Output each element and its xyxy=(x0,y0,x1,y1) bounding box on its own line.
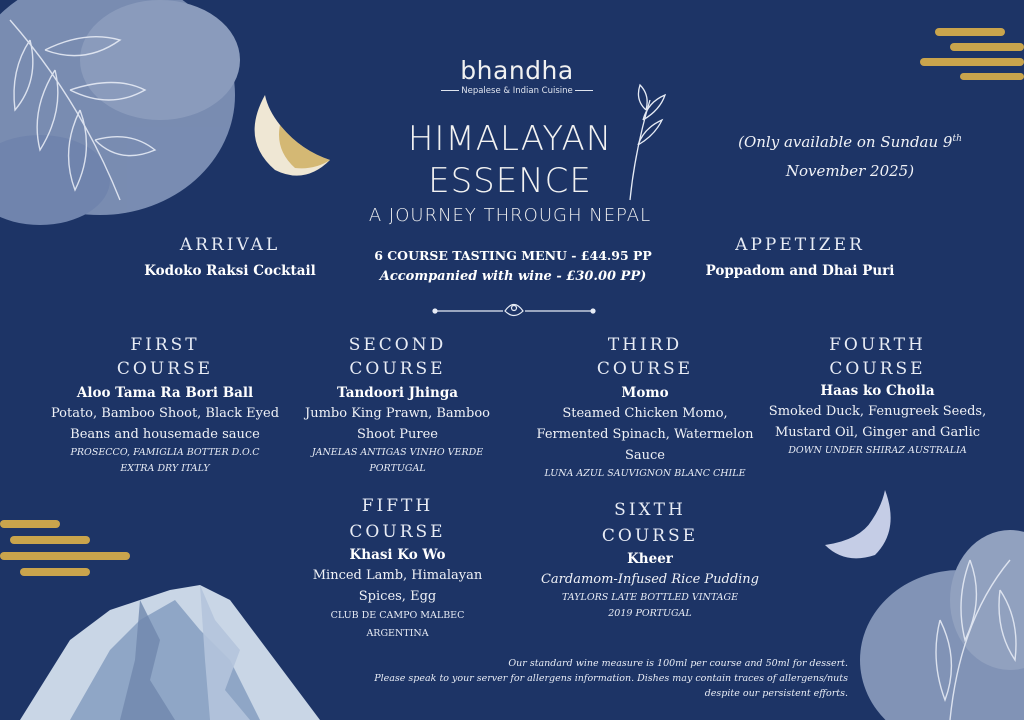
course-fifth xyxy=(290,493,505,643)
course-desc-1: Cardamom-Infused Rice Pudding xyxy=(540,572,760,587)
course-sixth xyxy=(520,497,780,622)
appetizer-item: Poppadom and Dhai Puri xyxy=(705,263,895,279)
footer-note xyxy=(328,656,848,701)
course-desc-2: Shoot Puree xyxy=(356,427,438,442)
tagline-text: Nepalese & Indian Cuisine xyxy=(461,86,573,96)
menu-title xyxy=(350,118,670,230)
course-heading-1: FIRST xyxy=(130,335,200,355)
course-dish: Haas ko Choila xyxy=(820,383,935,399)
course-heading-2: COURSE xyxy=(116,359,214,379)
availability-line-1: (Only available on Sundau 9 xyxy=(738,133,953,151)
course-desc-2: Spices, Egg xyxy=(358,589,437,604)
course-wine-1: PROSECCO, FAMIGLIA BOTTER D.O.C xyxy=(70,447,260,458)
brand-name: bhandha xyxy=(460,56,574,85)
availability-sup: th xyxy=(952,134,962,144)
course-desc-1: Smoked Duck, Fenugreek Seeds, xyxy=(768,404,987,419)
brand-logo xyxy=(412,56,622,96)
course-heading-1: SECOND xyxy=(348,335,447,355)
course-heading-2: COURSE xyxy=(596,359,694,379)
course-dish: Khasi Ko Wo xyxy=(349,547,446,563)
course-wine-1: JANELAS ANTIGAS VINHO VERDE xyxy=(311,447,484,458)
title-line-2: ESSENCE xyxy=(428,161,592,201)
course-desc-2: Mustard Oil, Ginger and Garlic xyxy=(774,425,981,440)
arrival-item: Kodoko Raksi Cocktail xyxy=(144,263,316,279)
course-wine-1: CLUB DE CAMPO MALBEC xyxy=(330,610,465,621)
course-wine-2: 2019 PORTUGAL xyxy=(608,608,692,619)
course-wine-1: LUNA AZUL SAUVIGNON BLANC CHILE xyxy=(544,468,746,479)
course-wine-1: DOWN UNDER SHIRAZ AUSTRALIA xyxy=(788,445,967,456)
brand-tagline xyxy=(412,86,622,96)
course-desc-1: Potato, Bamboo Shoot, Black Eyed xyxy=(50,406,280,421)
arrival-heading: ARRIVAL xyxy=(179,235,281,255)
course-dish: Momo xyxy=(621,385,669,401)
menu-price: 6 COURSE TASTING MENU - £44.95 PP xyxy=(374,248,652,263)
course-heading-1: SIXTH xyxy=(614,500,686,520)
course-heading-2: COURSE xyxy=(349,522,446,542)
course-wine-2: ARGENTINA xyxy=(366,628,429,639)
course-heading-2: COURSE xyxy=(601,526,699,546)
mountain-illustration xyxy=(20,585,320,720)
course-desc-1: Steamed Chicken Momo, xyxy=(562,406,728,421)
pricing-block xyxy=(372,246,654,288)
course-dish: Kheer xyxy=(627,551,673,567)
course-second xyxy=(290,333,505,477)
gold-brush-left xyxy=(0,520,130,576)
course-wine-2: EXTRA DRY ITALY xyxy=(120,463,210,474)
footer-line-2: Please speak to your server for allergens information. Dishes may contain traces of allergens/nuts xyxy=(374,673,848,684)
availability-line-2: November 2025) xyxy=(785,162,915,180)
appetizer-heading: APPETIZER xyxy=(735,235,865,255)
course-desc-1: Jumbo King Prawn, Bamboo xyxy=(305,406,490,421)
course-heading-2: COURSE xyxy=(829,359,926,379)
course-heading-1: FOURTH xyxy=(829,335,926,355)
ornament-divider xyxy=(433,305,595,316)
title-subtitle: A JOURNEY THROUGH NEPAL xyxy=(368,205,652,226)
course-wine-1: TAYLORS LATE BOTTLED VINTAGE xyxy=(561,592,739,603)
course-dish: Tandoori Jhinga xyxy=(336,385,459,401)
availability-note xyxy=(715,125,985,186)
course-desc-2: Fermented Spinach, Watermelon xyxy=(536,427,754,442)
course-dish: Aloo Tama Ra Bori Ball xyxy=(76,385,254,401)
course-first xyxy=(45,333,285,477)
watercolor-cloud-top-left xyxy=(0,0,240,225)
arrival-section xyxy=(130,233,330,281)
course-fourth xyxy=(765,333,990,459)
footer-line-1: Our standard wine measure is 100ml per course and 50ml for dessert. xyxy=(508,658,848,669)
footer-line-3: despite our persistent efforts. xyxy=(704,688,848,699)
wine-price: Accompanied with wine - £30.00 PP) xyxy=(379,269,647,284)
appetizer-section xyxy=(700,233,900,281)
moon-right-icon xyxy=(825,490,891,558)
moon-top-icon xyxy=(255,95,330,176)
course-desc-3: Sauce xyxy=(624,448,665,463)
gold-brush-top-right xyxy=(920,28,1024,80)
course-desc-1: Minced Lamb, Himalayan xyxy=(312,568,483,583)
title-line-1: HIMALAYAN xyxy=(407,119,613,159)
course-third xyxy=(530,333,760,482)
course-heading-1: THIRD xyxy=(607,335,683,355)
course-heading-2: COURSE xyxy=(349,359,446,379)
course-heading-1: FIFTH xyxy=(361,496,434,516)
course-wine-2: PORTUGAL xyxy=(369,463,426,474)
course-desc-2: Beans and housemade sauce xyxy=(70,427,260,442)
